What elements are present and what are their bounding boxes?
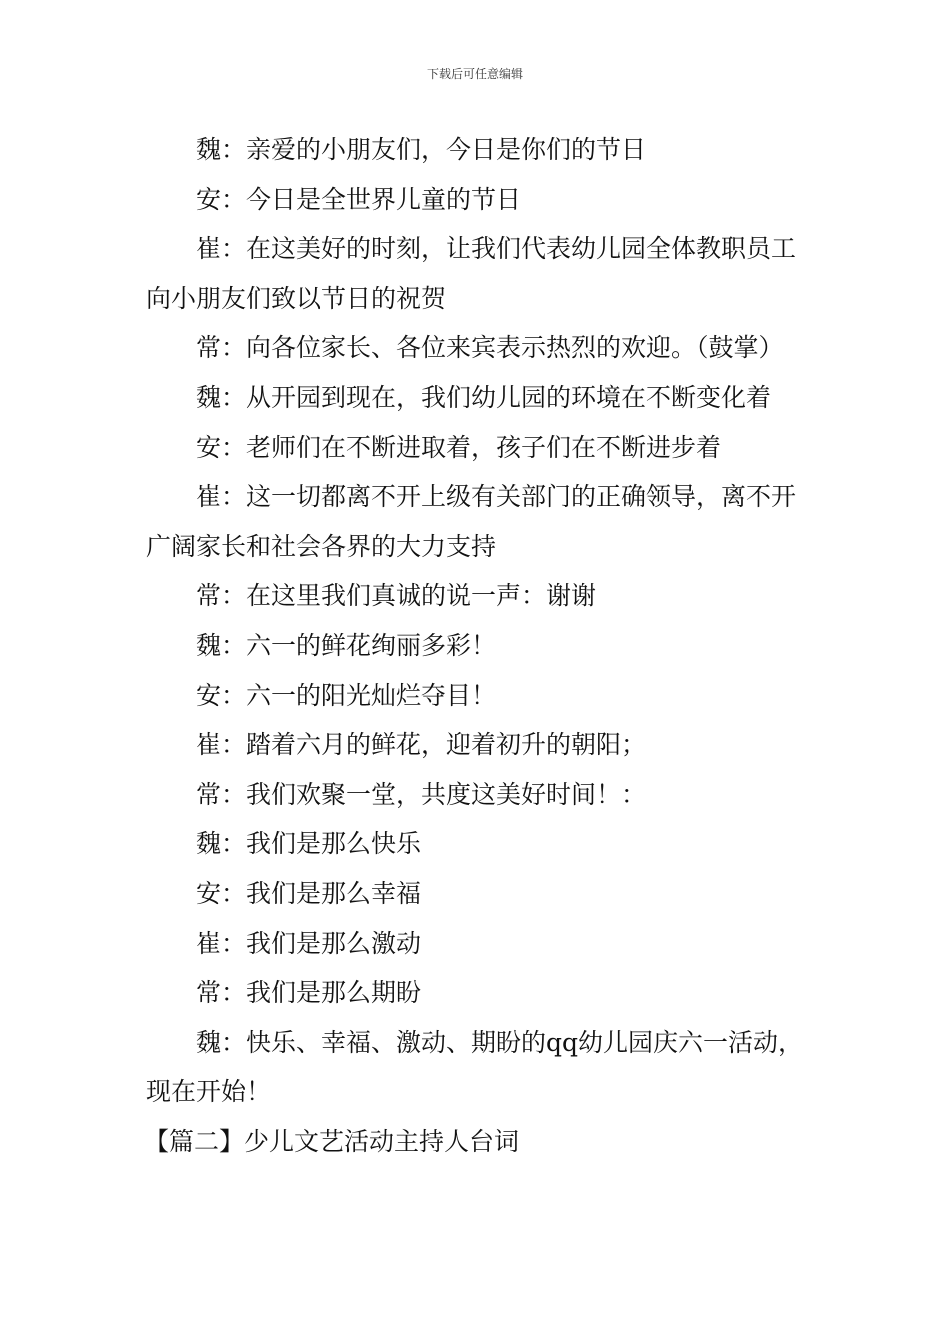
paragraph: 魏：亲爱的小朋友们，今日是你们的节日 xyxy=(196,135,647,164)
paragraph: 魏：从开园到现在，我们幼儿园的环境在不断变化着 xyxy=(196,382,772,412)
paragraph: 魏：我们是那么快乐 xyxy=(196,829,422,859)
paragraph: 常：我们欢聚一堂，共度这美好时间！： xyxy=(196,779,647,809)
paragraph: 安：六一的阳光灿烂夺目！ xyxy=(196,680,497,710)
paragraph: 崔：这一切都离不开上级有关部门的正确领导，离不开广阔家长和社会各界的大力支持 xyxy=(146,482,797,561)
section-heading: 【篇二】少儿文艺活动主持人台词 xyxy=(144,1126,520,1156)
paragraph: 崔：在这美好的时刻，让我们代表幼儿园全体教职员工向小朋友们致以节日的祝贺 xyxy=(146,234,797,313)
document-body xyxy=(146,125,814,1166)
paragraph: 常：在这里我们真诚的说一声：谢谢 xyxy=(196,581,597,611)
paragraph: 崔：踏着六月的鲜花，迎着初升的朝阳； xyxy=(196,730,647,760)
paragraph: 常：我们是那么期盼 xyxy=(196,978,422,1008)
paragraph: 安：今日是全世界儿童的节日 xyxy=(196,184,522,214)
paragraph: 安：老师们在不断进取着，孩子们在不断进步着 xyxy=(196,432,722,462)
paragraph: 魏：快乐、幸福、激动、期盼的qq幼儿园庆六一活动，现在开始！ xyxy=(146,1027,804,1107)
paragraph: 安：我们是那么幸福 xyxy=(196,878,422,908)
paragraph: 崔：我们是那么激动 xyxy=(196,928,422,958)
paragraph: 常：向各位家长、各位来宾表示热烈的欢迎。（鼓掌） xyxy=(196,333,784,363)
page-header: 下载后可任意编辑 xyxy=(426,67,523,81)
paragraph: 魏：六一的鲜花绚丽多彩！ xyxy=(196,630,497,660)
